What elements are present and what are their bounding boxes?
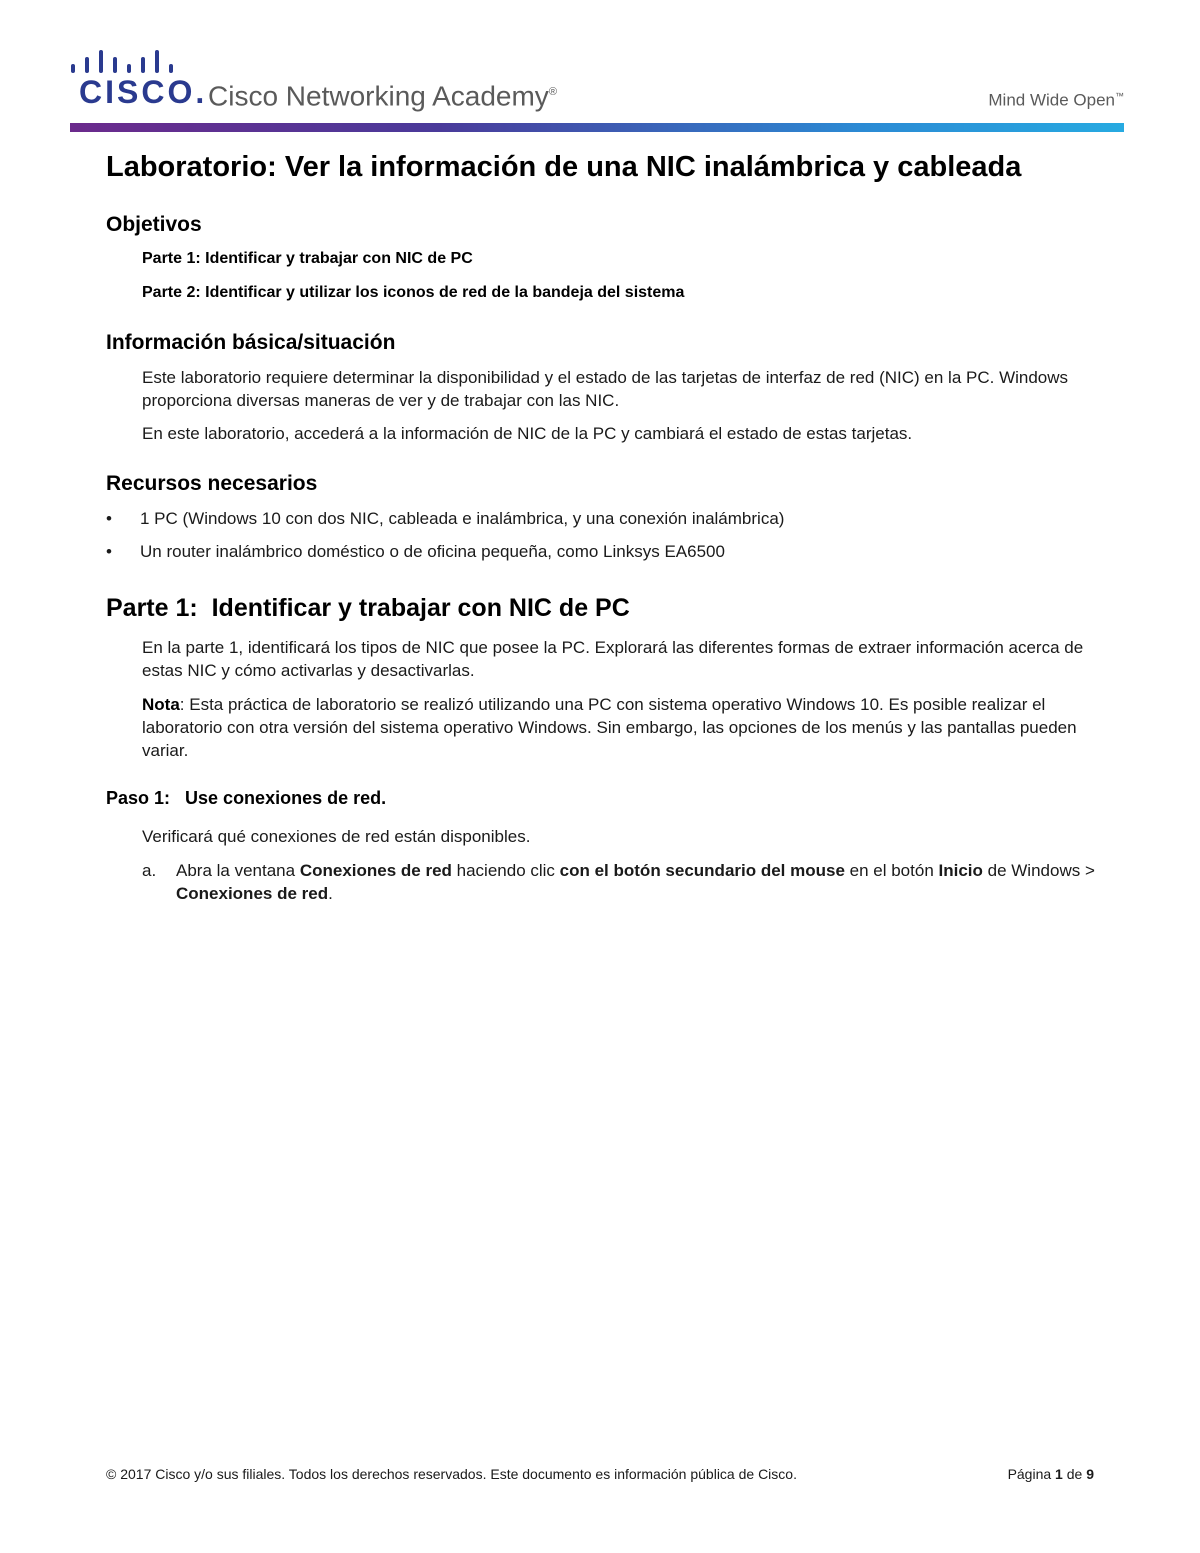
step1-item-a [142,859,1106,905]
step-text-part: Abra la ventana [176,861,300,880]
part1-section [142,636,1106,762]
tagline [988,84,1124,113]
background-paragraph: Este laboratorio requiere determinar la disponibilidad y el estado de las tarjetas de interfaz de red (NIC) en la PC. Windows proporciona diversas maneras de ver y de trabajar con las NIC. [142,368,1069,410]
step-text-part: . [328,884,333,903]
registered-mark: ® [548,86,557,98]
objective-item: Parte 2: Identificar y utilizar los iconos de red de la bandeja del sistema [142,284,685,301]
academy-name [208,74,557,114]
page-mid: de [1062,1466,1087,1482]
objectives-list [142,248,1106,304]
trademark-mark: ™ [1115,91,1124,101]
background-section [142,366,1106,445]
background-heading: Información básica/situación [106,331,396,354]
list-item-text: Un router inalámbrico doméstico o de oficina pequeña, como Linksys EA6500 [140,542,725,561]
note-label: Nota [142,695,180,714]
objectives-heading: Objetivos [106,213,202,236]
page-title: Laboratorio: Ver la información de una NIC inalámbrica y cableada [106,151,1022,183]
bullet-icon: • [106,509,112,528]
page-prefix: Página [1007,1466,1056,1482]
list-item [106,540,1106,563]
step-text [176,861,1095,903]
step-text-bold: con el botón secundario del mouse [559,861,845,880]
tagline-text: Mind Wide Open [988,90,1115,110]
page-header [0,0,1200,140]
part1-note [142,693,1106,762]
page-number [1008,1464,1094,1484]
note-text: : Esta práctica de laboratorio se realizó utilizando una PC con sistema operativo Windows 10. Es posible realizar el laboratorio con otra versión del sistema operativo Windows. Sin embargo, las opciones de los menús y las pantallas pueden variar. [142,695,1077,760]
part1-heading: Parte 1: Identificar y trabajar con NIC de PC [106,594,630,622]
cisco-logo-bars-icon [70,46,180,76]
header-gradient-bar [70,123,1124,132]
step-text-part: de Windows > [982,861,1095,880]
step1-heading: Paso 1: Use conexiones de red. [106,788,387,808]
objective-item: Parte 1: Identificar y trabajar con NIC de PC [142,250,473,267]
part1-intro: En la parte 1, identificará los tipos de NIC que posee la PC. Explorará las diferentes formas de extraer información acerca de estas NIC y cómo activarlas y desactivarlas. [142,638,1084,680]
page-current: 1 [1055,1466,1063,1482]
step-text-bold: Conexiones de red [299,861,452,880]
resources-heading: Recursos necesarios [106,472,318,495]
list-item [106,507,1106,530]
document-body [106,144,1106,905]
step-text-part: en el botón [844,861,939,880]
bullet-icon: • [106,542,112,561]
list-item-text: 1 PC (Windows 10 con dos NIC, cableada e inalámbrica, y una conexión inalámbrica) [140,509,785,528]
resources-list [106,507,1106,563]
page-total: 9 [1086,1466,1094,1482]
step1-intro: Verificará qué conexiones de red están disponibles. [142,827,531,846]
background-paragraph: En este laboratorio, accederá a la información de NIC de la PC y cambiará el estado de estas tarjetas. [142,424,913,443]
step-text-bold: Inicio [938,861,983,880]
copyright-text: © 2017 Cisco y/o sus filiales. Todos los derechos reservados. Este documento es información pública de Cisco. [106,1466,797,1482]
step-letter: a. [142,861,157,880]
step1-section [142,825,1106,905]
cisco-logo-wordmark: CISCO. [79,74,208,110]
academy-name-text: Cisco Networking Academy [208,80,549,112]
step-text-part: haciendo clic [451,861,560,880]
step-text-bold: Conexiones de red [176,884,329,903]
